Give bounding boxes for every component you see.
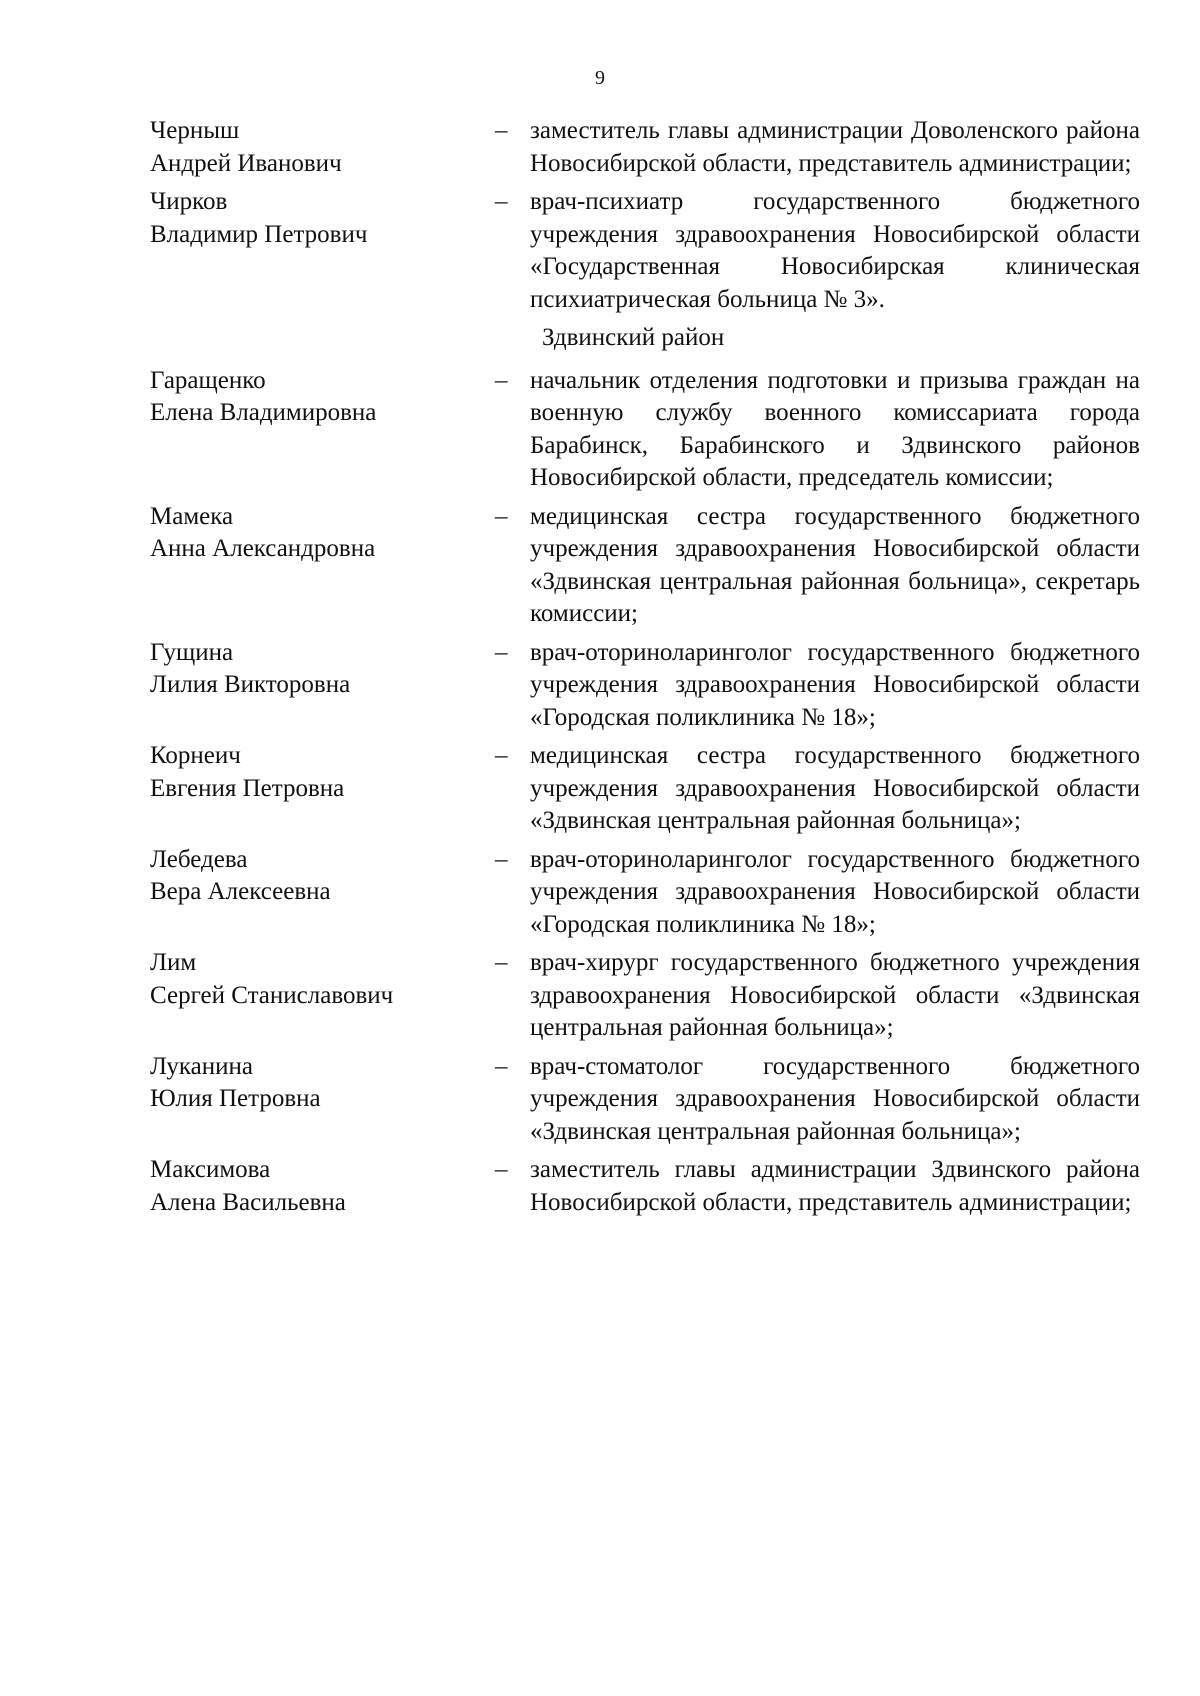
dash-separator: –: [495, 742, 508, 769]
member-surname: Гаращенко: [150, 366, 266, 394]
dash-separator: –: [495, 117, 508, 144]
member-name: [150, 501, 495, 631]
member-given-names: Елена Владимировна: [150, 399, 377, 426]
dash-separator: –: [495, 638, 508, 666]
list-item: [150, 740, 1140, 838]
member-surname: Гущина: [150, 638, 234, 666]
member-name: [150, 186, 495, 316]
member-given-names: Андрей Иванович: [150, 149, 342, 177]
dash-separator: –: [495, 188, 508, 215]
member-surname: Максимова: [150, 1156, 271, 1183]
member-description: врач-хирург государственного бюджетного учреждения здравоохранения Новосибирской области «Здвинская центральная районная больница»;: [530, 949, 1140, 1041]
member-description: начальник отделения подготовки и призыва граждан на военную службу военного комиссариата города Барабинск, Барабинского и Здвинского районов Новосибирской области, председатель комиссии;: [530, 366, 1140, 491]
list-item: [150, 186, 1140, 316]
member-surname: Луканина: [150, 1052, 253, 1080]
member-list: [150, 115, 1140, 1225]
member-description: врач-оториноларинголог государственного бюджетного учреждения здравоохранения Новосибирской области «Городская поликлиника № 18»;: [530, 638, 1140, 731]
member-description: врач-оториноларинголог государственного бюджетного учреждения здравоохранения Новосибирской области «Городская поликлиника № 18»;: [530, 845, 1140, 938]
member-given-names: Евгения Петровна: [150, 774, 345, 802]
member-given-names: Алена Васильевна: [150, 1188, 346, 1216]
list-item: [150, 947, 1140, 1045]
member-given-names: Юлия Петровна: [150, 1085, 321, 1112]
dash-separator: –: [495, 949, 508, 976]
list-item: [150, 1051, 1140, 1149]
member-surname: Чирков: [150, 188, 228, 215]
member-name: [150, 365, 495, 495]
member-surname: Черныш: [150, 117, 240, 144]
section-heading: Здвинский район: [542, 324, 725, 351]
member-description: врач-психиатр государственного бюджетного учреждения здравоохранения Новосибирской области «Государственная Новосибирская клиническая психиатрическая больница № 3».: [530, 188, 1140, 313]
list-item: [150, 637, 1140, 735]
dash-separator: –: [495, 845, 508, 873]
member-name: [150, 947, 495, 1045]
member-description: медицинская сестра государственного бюджетного учреждения здравоохранения Новосибирской области «Здвинская центральная районная больница»;: [530, 742, 1140, 834]
member-given-names: Сергей Станиславович: [150, 981, 394, 1009]
list-item: [150, 365, 1140, 495]
member-name: [150, 1051, 495, 1149]
member-description: врач-стоматолог государственного бюджетного учреждения здравоохранения Новосибирской области «Здвинская центральная районная больница»;: [530, 1052, 1140, 1145]
dash-separator: –: [495, 1052, 508, 1080]
member-given-names: Владимир Петрович: [150, 220, 368, 248]
member-name: [150, 740, 495, 838]
member-surname: Лим: [150, 949, 197, 976]
list-item: [150, 844, 1140, 942]
member-surname: Корнеич: [150, 742, 241, 769]
member-given-names: Вера Алексеевна: [150, 878, 331, 905]
dash-separator: –: [495, 1156, 508, 1183]
member-surname: Мамека: [150, 502, 234, 530]
member-surname: Лебедева: [150, 845, 248, 873]
member-description: заместитель главы администрации Доволенского района Новосибирской области, представитель администрации;: [530, 117, 1140, 177]
dash-separator: –: [495, 366, 508, 394]
member-given-names: Лилия Викторовна: [150, 671, 351, 698]
list-item: [150, 1154, 1140, 1219]
list-item: [150, 501, 1140, 631]
member-name: [150, 844, 495, 942]
member-description: заместитель главы администрации Здвинского района Новосибирской области, представитель администрации;: [530, 1156, 1140, 1216]
list-item: [150, 115, 1140, 180]
member-name: [150, 1154, 495, 1219]
dash-separator: –: [495, 502, 508, 530]
member-name: [150, 637, 495, 735]
member-given-names: Анна Александровна: [150, 535, 376, 562]
member-name: [150, 115, 495, 180]
page-number: 9: [595, 67, 605, 89]
member-description: медицинская сестра государственного бюджетного учреждения здравоохранения Новосибирской области «Здвинская центральная районная больница», секретарь комиссии;: [530, 502, 1140, 627]
